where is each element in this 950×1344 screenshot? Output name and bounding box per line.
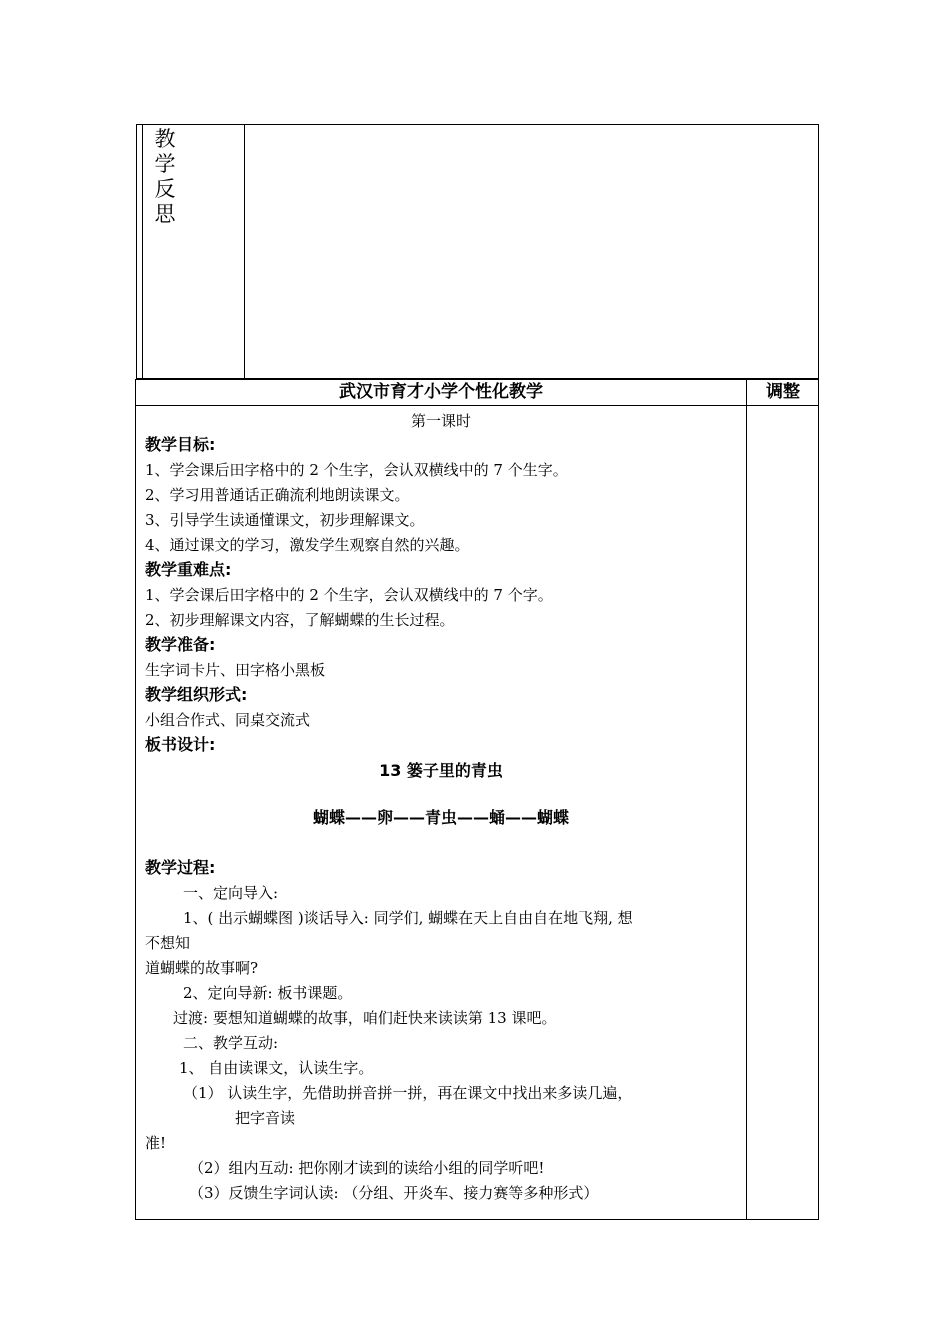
- key-points-heading: 教学重难点:: [145, 560, 232, 579]
- lesson-plan-table: [135, 379, 819, 1220]
- process-line: 把字音读: [235, 1109, 296, 1127]
- period-label: 第一课时: [410, 412, 471, 430]
- process-line: 1、( 出示蝴蝶图 )谈话导入: 同学们, 蝴蝶在天上自由自在地飞翔, 想: [183, 909, 633, 927]
- process-line: 一、定向导入:: [183, 884, 279, 902]
- org-heading: 教学组织形式:: [145, 685, 248, 704]
- process-line: 道蝴蝶的故事啊?: [145, 959, 259, 977]
- board-heading: 板书设计:: [145, 735, 216, 754]
- process-line: 过渡: 要想知道蝴蝶的故事，咱们赶快来读读第 13 课吧。: [173, 1009, 557, 1027]
- reflection-table: [136, 124, 819, 379]
- process-line: 不想知: [145, 934, 191, 952]
- board-flow: 蝴蝶——卵——青虫——蛹——蝴蝶: [312, 808, 569, 827]
- prep-text: 生字词卡片、田字格小黑板: [145, 661, 326, 679]
- process-line: 二、教学互动:: [183, 1034, 279, 1052]
- table-header-row: [136, 380, 818, 406]
- process-heading: 教学过程:: [145, 858, 216, 877]
- reflection-label-char: 学: [154, 152, 176, 176]
- process-line: （2）组内互动: 把你刚才读到的读给小组的同学听吧!: [189, 1159, 545, 1177]
- reflection-label-char: 反: [154, 177, 176, 201]
- column-divider: [746, 380, 747, 1219]
- key-point-item: 1、学会课后田字格中的 2 个生字，会认双横线中的 7 个字。: [145, 586, 553, 604]
- goals-heading: 教学目标:: [145, 435, 216, 454]
- adjust-column-header: 调整: [766, 382, 800, 402]
- prep-heading: 教学准备:: [145, 635, 216, 654]
- process-line: 2、定向导新: 板书课题。: [183, 984, 353, 1002]
- key-point-item: 2、初步理解课文内容，了解蝴蝶的生长过程。: [145, 611, 455, 629]
- board-title: 13 篓子里的青虫: [379, 761, 503, 780]
- process-line: 准!: [145, 1134, 167, 1152]
- reflection-label-char: 思: [154, 202, 176, 226]
- goal-item: 4、通过课文的学习，激发学生观察自然的兴趣。: [145, 536, 470, 554]
- school-title: 武汉市育才小学个性化教学: [339, 382, 543, 402]
- reflection-label: [152, 127, 178, 227]
- process-line: （1） 认读生字，先借助拼音拼一拼，再在课文中找出来多读几遍，: [183, 1084, 633, 1102]
- process-line: （3）反馈生字词认读: （分组、开炎车、接力赛等多种形式）: [189, 1184, 599, 1202]
- reflection-label-cell: [143, 125, 245, 378]
- goal-item: 2、学习用普通话正确流利地朗读课文。: [145, 486, 410, 504]
- org-text: 小组合作式、同桌交流式: [145, 711, 311, 729]
- reflection-label-char: 教: [154, 127, 176, 151]
- goal-item: 3、引导学生读通懂课文，初步理解课文。: [145, 511, 425, 529]
- process-line: 1、 自由读课文，认读生字。: [179, 1059, 374, 1077]
- goal-item: 1、学会课后田字格中的 2 个生字，会认双横线中的 7 个生字。: [145, 461, 568, 479]
